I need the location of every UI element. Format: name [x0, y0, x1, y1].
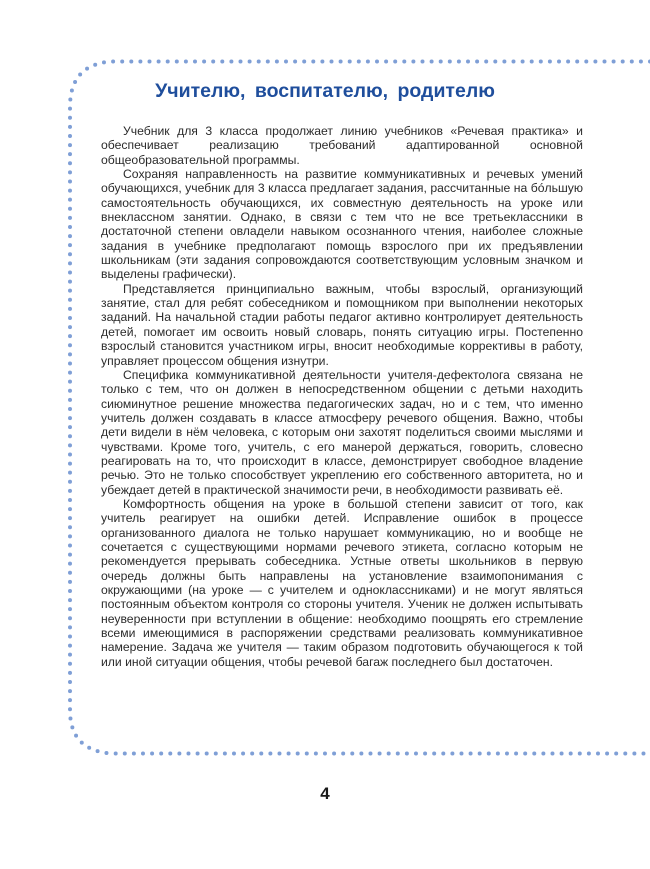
body-text [101, 124, 583, 669]
paragraph: Учебник для 3 класса продолжает линию учебников «Речевая практика» и обеспечивает реализацию требований адаптированной основной общеобразовательной программы. [101, 124, 583, 167]
page-number: 4 [320, 784, 330, 803]
paragraph: Специфика коммуникативной деятельности учителя-дефектолога связана не только с тем, что он должен в непосредственном общении с детьми находить сиюминутное решение множества педагогических задач, но и с тем, что именно учитель должен создавать в классе атмосферу речевого общения. Важно, чтобы дети видели в нём человека, с которым они захотят поделиться своими мыслями и чувствами. Кроме того, учитель, с его манерой держаться, говорить, словесно реагировать на то, что происходит в классе, демонстрирует свободное владение речью. Это не только способствует укреплению его собственного авторитета, но и убеждает детей в практической значимости речи, в необходимости развивать её. [101, 367, 583, 497]
paragraph: Представляется принципиально важным, чтобы взрослый, организующий занятие, стал для ребят собеседником и помощником при выполнении некоторых заданий. На начальной стадии работы педагог активно контролирует деятельность детей, помогает им освоить новый словарь, понять ситуацию игры. Постепенно взрослый становится участником игры, вносит необходимые коррективы в работу, управляет процессом общения изнутри. [101, 281, 583, 368]
page-title: Учителю, воспитателю, родителю [155, 80, 495, 102]
paragraph: Комфортность общения на уроке в большой степени зависит от того, как учитель реагирует на ошибки детей. Исправление ошибок в процессе организованного диалога не только нарушает коммуникацию, но и вообще не сочетается с существующими нормами речевого этикета, согласно которым не рекомендуется прерывать собеседника. Устные ответы школьников в первую очередь должны быть направлены на установление взаимопонимания с окружающими (на уроке — с учителем и одноклассниками) и не могут являться постоянным объектом контроля со стороны учителя. Ученик не должен испытывать неуверенности при вступлении в общение: необходимо поощрять его стремление всеми имеющимися в распоряжении средствами реализовать коммуникативное намерение. Задача же учителя — таким образом подготовить обучающегося к той или иной ситуации общения, чтобы речевой багаж последнего был достаточен. [101, 496, 583, 669]
paragraph: Сохраняя направленность на развитие коммуникативных и речевых умений обучающихся, учебник для 3 класса предлагает задания, рассчитанные на бóльшую самостоятельность обучающихся, их совместную деятельность на уроке или внеклассном занятии. Однако, в связи с тем что не все третьеклассники в достаточной степени овладели навыком осознанного чтения, наиболее сложные задания в учебнике предполагают помощь взрослого при их предъявлении школьникам (эти задания сопровождаются соответствующим условным значком и выделены графически). [101, 167, 583, 282]
